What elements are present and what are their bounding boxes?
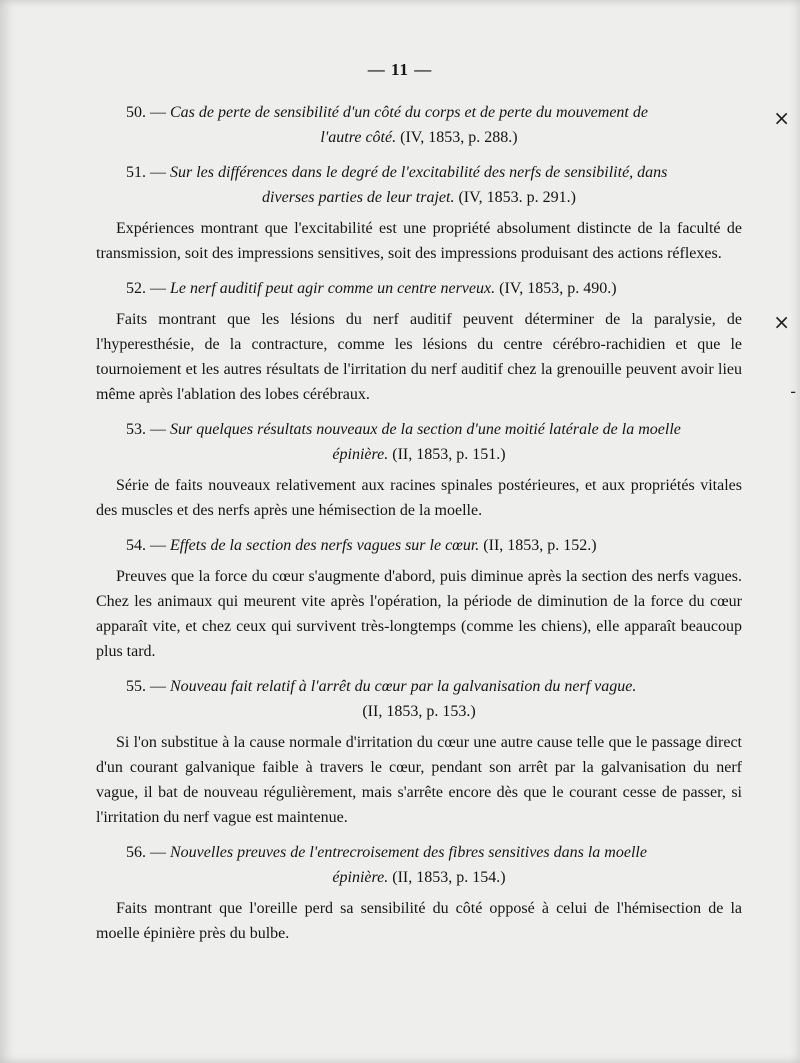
entry-title bbox=[96, 100, 742, 150]
entry-reference: (IV, 1853, p. 288.) bbox=[400, 129, 518, 146]
entry-title bbox=[96, 417, 742, 467]
entry-number: 52. — bbox=[126, 280, 166, 297]
entry-title-text: Le nerf auditif peut agir comme un centre nerveux. bbox=[170, 280, 496, 297]
entry-title-text: Nouvelles preuves de l'entrecroisement des fibres sensitives dans la moelle bbox=[170, 844, 647, 861]
margin-mark-dash: - bbox=[790, 382, 796, 401]
entry-title-line2 bbox=[96, 699, 742, 724]
entry-reference: (II, 1853, p. 153.) bbox=[362, 703, 476, 720]
entry-title-text: épinière. bbox=[332, 869, 389, 886]
entry-title bbox=[96, 160, 742, 210]
entry-title bbox=[96, 533, 742, 558]
entry-title-line2 bbox=[96, 865, 742, 890]
entry-title bbox=[96, 840, 742, 890]
entry-title-text: Sur quelques résultats nouveaux de la section d'une moitié latérale de la moelle bbox=[170, 421, 681, 438]
entry-55 bbox=[96, 674, 742, 830]
entry-body: Série de faits nouveaux relativement aux racines spinales postérieures, et aux propriétés vitales des muscles et des nerfs après une hémisection de la moelle. bbox=[96, 477, 742, 519]
entry-56 bbox=[96, 840, 742, 946]
entry-body: Faits montrant que l'oreille perd sa sensibilité du côté opposé à celui de l'hémisection de la moelle épinière près du bulbe. bbox=[96, 900, 742, 942]
entry-number: 50. — bbox=[126, 104, 166, 121]
entry-number: 56. — bbox=[126, 844, 166, 861]
entry-53 bbox=[96, 417, 742, 523]
entry-title-text: Nouveau fait relatif à l'arrêt du cœur par la galvanisation du nerf vague. bbox=[170, 678, 637, 695]
margin-mark-cross: × bbox=[773, 310, 790, 334]
entry-title-text: l'autre côté. bbox=[320, 129, 397, 146]
entry-title-text: Cas de perte de sensibilité d'un côté du corps et de perte du mouvement de bbox=[170, 104, 648, 121]
margin-mark-cross: × bbox=[773, 106, 790, 130]
entry-body: Si l'on substitue à la cause normale d'irritation du cœur une autre cause telle que le passage direct d'un courant galvanique faible à travers le cœur, pendant son arrêt par la galvanisation du nerf vague, il bat de nouveau régulièrement, mais s'arrête encore dès que le courant cesse de passer, si l'irritation du nerf vague est maintenue. bbox=[96, 734, 742, 826]
entry-title-line2 bbox=[96, 125, 742, 150]
entry-51 bbox=[96, 160, 742, 266]
entry-number: 54. — bbox=[126, 537, 166, 554]
entry-number: 53. — bbox=[126, 421, 166, 438]
entry-title-text: Sur les différences dans le degré de l'excitabilité des nerfs de sensibilité, dans bbox=[170, 164, 668, 181]
entry-reference: (II, 1853, p. 152.) bbox=[483, 537, 597, 554]
entry-reference: (IV, 1853, p. 490.) bbox=[499, 280, 617, 297]
entry-title-line2 bbox=[96, 185, 742, 210]
entry-body: Faits montrant que les lésions du nerf auditif peuvent déterminer de la paralysie, de l'hyperesthésie, de la contracture, comme les lésions du centre cérébro-rachidien et que le tournoiement et les autres résultats de l'irritation du nerf auditif chez la grenouille peuvent avoir lieu même après l'ablation des lobes cérébraux. bbox=[96, 311, 742, 403]
entry-number: 55. — bbox=[126, 678, 166, 695]
entry-reference: (IV, 1853. p. 291.) bbox=[458, 189, 576, 206]
entry-50 bbox=[96, 100, 742, 150]
entry-52 bbox=[96, 276, 742, 407]
entry-reference: (II, 1853, p. 154.) bbox=[392, 869, 506, 886]
entry-title-text: diverses parties de leur trajet. bbox=[262, 189, 455, 206]
entry-54 bbox=[96, 533, 742, 664]
entry-body: Expériences montrant que l'excitabilité est une propriété absolument distincte de la faculté de transmission, soit des impressions sensitives, soit des impressions produisant des actions réflexes. bbox=[96, 220, 742, 262]
entry-number: 51. — bbox=[126, 164, 166, 181]
entry-title-text: Effets de la section des nerfs vagues sur le cœur. bbox=[170, 537, 480, 554]
page-number: — 11 — bbox=[367, 60, 433, 79]
entry-title bbox=[96, 674, 742, 724]
entry-body: Preuves que la force du cœur s'augmente d'abord, puis diminue après la section des nerfs vagues. Chez les animaux qui meurent vite après l'opération, la période de diminution de la force du cœur apparaît vite, et chez ceux qui survivent très-longtemps (comme les chiens), elle apparaît beaucoup plus tard. bbox=[96, 568, 742, 660]
entry-title bbox=[96, 276, 742, 301]
text-column bbox=[96, 100, 742, 956]
entry-reference: (II, 1853, p. 151.) bbox=[392, 446, 506, 463]
entry-title-text: épinière. bbox=[332, 446, 389, 463]
entry-title-line2 bbox=[96, 442, 742, 467]
